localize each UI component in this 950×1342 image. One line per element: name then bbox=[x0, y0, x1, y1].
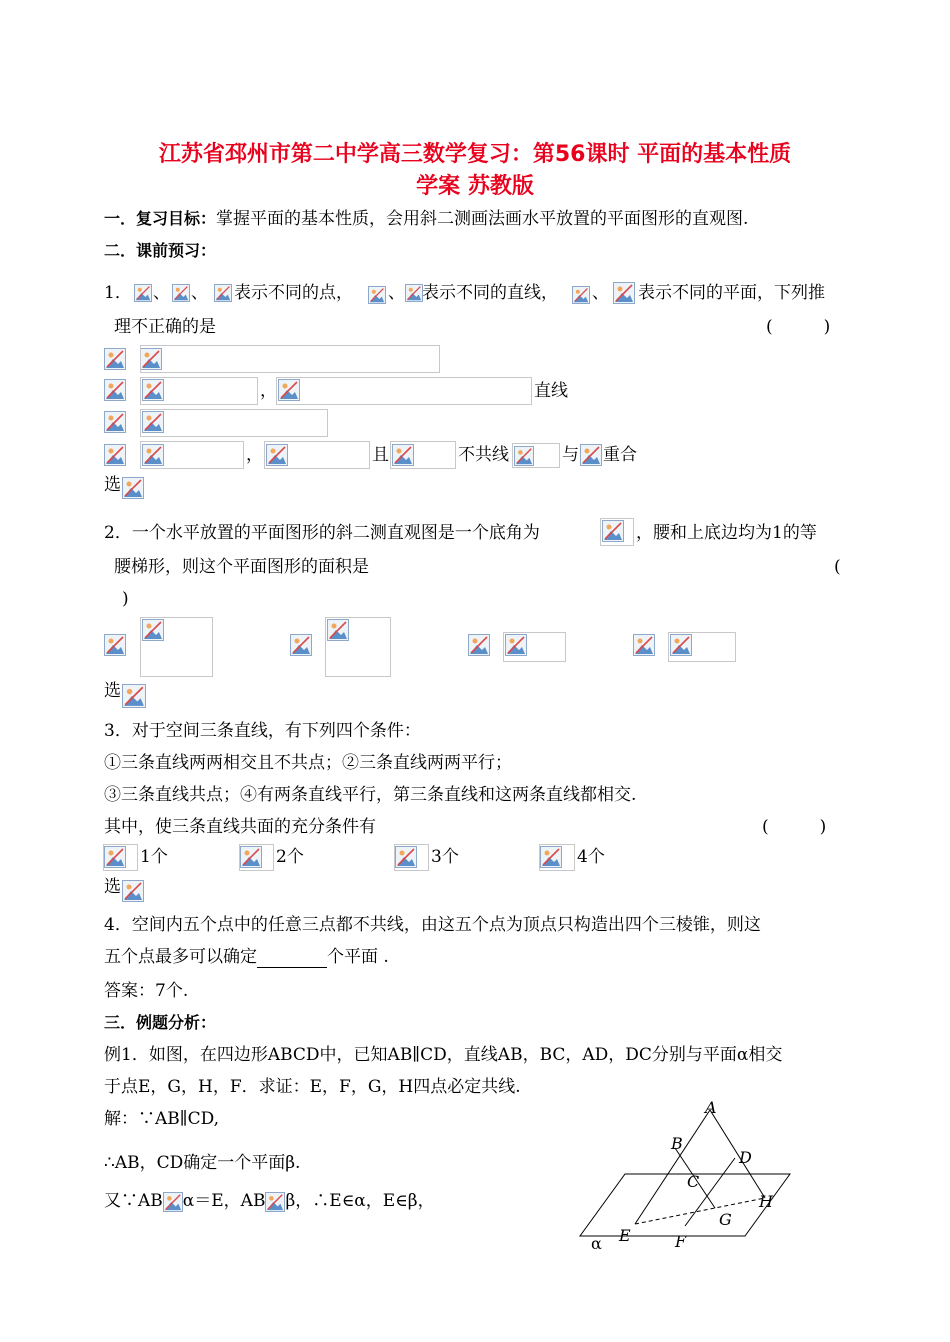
ex1-line2: 于点E，G，H，F．求证：E，F，G，H四点必定共线. bbox=[104, 1077, 521, 1097]
image-placeholder-icon bbox=[670, 634, 692, 656]
formula-placeholder bbox=[140, 345, 440, 373]
formula-placeholder bbox=[276, 377, 532, 405]
and-word: 且 bbox=[372, 445, 389, 465]
q1-line2: 理不正确的是 bbox=[114, 317, 216, 337]
geometry-diagram bbox=[575, 1098, 805, 1258]
q1-sep: 、 bbox=[191, 283, 208, 303]
q1-text: 表示不同的平面，下列推 bbox=[638, 283, 825, 303]
q3-line3: ③三条直线共点；④有两条直线平行，第三条直线和这两条直线都相交. bbox=[104, 785, 637, 805]
image-placeholder-icon bbox=[142, 411, 164, 433]
ex1-sol3 bbox=[104, 1190, 435, 1212]
section-text: 掌握平面的基本性质，会用斜二测画法画水平放置的平面图形的直观图. bbox=[216, 209, 749, 229]
q3-option: 3个 bbox=[431, 847, 459, 867]
label-d: D bbox=[739, 1148, 752, 1167]
option-label-icon bbox=[104, 348, 126, 370]
doc-title-line1: 江苏省邳州市第二中学高三数学复习：第56课时 平面的基本性质 bbox=[158, 142, 792, 167]
image-placeholder-icon bbox=[266, 444, 288, 466]
q1-text: 表示不同的直线， bbox=[422, 283, 558, 303]
section-heading: 一．复习目标： bbox=[104, 209, 217, 228]
label-g: G bbox=[719, 1210, 732, 1229]
image-placeholder-icon bbox=[368, 286, 386, 304]
image-placeholder-icon bbox=[142, 619, 164, 641]
formula-placeholder bbox=[103, 844, 138, 871]
line-efgh bbox=[635, 1198, 765, 1224]
image-placeholder-icon bbox=[265, 1192, 285, 1212]
image-placeholder-icon bbox=[392, 444, 414, 466]
image-placeholder-icon bbox=[172, 284, 190, 302]
option-label-icon bbox=[104, 411, 126, 433]
choose-label: 选 bbox=[104, 681, 121, 701]
section-heading-preview: 二．课前预习： bbox=[104, 241, 217, 260]
image-placeholder-icon bbox=[134, 284, 152, 302]
section-review-goals bbox=[104, 208, 748, 230]
q2-line2: 腰梯形，则这个平面图形的面积是 bbox=[114, 557, 369, 577]
line-ad bbox=[710, 1110, 765, 1198]
image-placeholder-icon bbox=[278, 379, 300, 401]
noncollinear-word: 不共线 bbox=[458, 445, 509, 465]
label-h: H bbox=[759, 1192, 773, 1211]
formula-placeholder bbox=[394, 844, 429, 871]
image-placeholder-icon bbox=[327, 619, 349, 641]
q3-option: 4个 bbox=[577, 847, 605, 867]
q4-line2 bbox=[104, 946, 389, 968]
answer-paren: ( ) bbox=[766, 317, 831, 337]
ex1-sol3b: α＝E，AB bbox=[182, 1191, 266, 1211]
with-word: 与 bbox=[562, 445, 579, 465]
formula-placeholder bbox=[539, 844, 575, 871]
image-placeholder-icon bbox=[580, 444, 602, 466]
q1-sep: 、 bbox=[388, 283, 405, 303]
label-c: C bbox=[687, 1172, 700, 1191]
option-label-icon bbox=[104, 444, 126, 466]
image-placeholder-icon bbox=[122, 880, 144, 902]
answer-paren: ( ) bbox=[762, 817, 827, 837]
image-placeholder-icon bbox=[214, 284, 232, 302]
q3-line1: 3．对于空间三条直线，有下列四个条件： bbox=[104, 721, 421, 741]
comma: ， bbox=[246, 445, 263, 465]
image-placeholder-icon bbox=[122, 684, 146, 708]
q1-sep: 、 bbox=[153, 283, 170, 303]
formula-placeholder bbox=[239, 844, 274, 871]
answer-paren-open: ( bbox=[834, 557, 841, 577]
image-placeholder-icon bbox=[163, 1192, 183, 1212]
line-word: 直线 bbox=[534, 381, 568, 401]
q3-option: 2个 bbox=[276, 847, 304, 867]
q3-line2: ①三条直线两两相交且不共点；②三条直线两两平行； bbox=[104, 753, 512, 773]
image-placeholder-icon bbox=[405, 284, 423, 302]
image-placeholder-icon bbox=[613, 282, 635, 304]
option-label-icon bbox=[104, 379, 126, 401]
option-label-icon bbox=[633, 634, 655, 656]
image-placeholder-icon bbox=[514, 446, 534, 466]
option-label-icon bbox=[104, 634, 126, 656]
q1-text: 表示不同的点， bbox=[234, 283, 353, 303]
formula-placeholder bbox=[140, 409, 328, 437]
image-placeholder-icon bbox=[505, 634, 527, 656]
doc-title-line2: 学案 苏教版 bbox=[416, 174, 534, 199]
q3-line4: 其中，使三条直线共面的充分条件有 bbox=[104, 817, 376, 837]
label-a: A bbox=[705, 1098, 717, 1117]
option-label-icon bbox=[290, 634, 312, 656]
coincide-word: 重合 bbox=[603, 445, 637, 465]
q4-answer: 答案：7个. bbox=[104, 981, 189, 1001]
q2-line1b: ，腰和上底边均为1的等 bbox=[636, 523, 817, 543]
q1-num: 1． bbox=[104, 283, 132, 303]
answer-paren-close: ) bbox=[122, 589, 129, 609]
q4-line2a: 五个点最多可以确定 bbox=[104, 947, 257, 967]
answer-blank bbox=[257, 951, 327, 968]
q2-line1a: 2．一个水平放置的平面图形的斜二测直观图是一个底角为 bbox=[104, 523, 540, 543]
ex1-sol3a: 又∵AB bbox=[104, 1191, 163, 1211]
choose-label: 选 bbox=[104, 475, 121, 495]
image-placeholder-icon bbox=[142, 444, 164, 466]
q3-option: 1个 bbox=[140, 847, 168, 867]
label-alpha: α bbox=[591, 1234, 602, 1253]
q1-sep: 、 bbox=[592, 283, 609, 303]
ex1-line1: 例1．如图，在四边形ABCD中，已知AB∥CD，直线AB，BC，AD，DC分别与平面α相交 bbox=[104, 1045, 783, 1065]
q4-line2b: 个平面 . bbox=[327, 947, 389, 967]
option-label-icon bbox=[468, 634, 490, 656]
section-heading-examples: 三．例题分析： bbox=[104, 1013, 217, 1032]
image-placeholder-icon bbox=[572, 286, 590, 304]
ex1-sol2: ∴AB，CD确定一个平面β. bbox=[104, 1153, 301, 1173]
label-f: F bbox=[675, 1232, 687, 1251]
ex1-sol3c: β，∴E∈α，E∈β， bbox=[285, 1191, 435, 1211]
image-placeholder-icon bbox=[122, 477, 144, 499]
choose-label: 选 bbox=[104, 877, 121, 897]
comma: ， bbox=[260, 381, 277, 401]
label-e: E bbox=[619, 1226, 631, 1245]
ex1-sol1: 解：∵AB∥CD, bbox=[104, 1109, 220, 1129]
image-placeholder-icon bbox=[602, 520, 624, 542]
label-b: B bbox=[671, 1134, 683, 1153]
q4-line1: 4．空间内五个点中的任意三点都不共线，由这五个点为顶点只构造出四个三棱锥，则这 bbox=[104, 915, 761, 935]
image-placeholder-icon bbox=[142, 379, 164, 401]
